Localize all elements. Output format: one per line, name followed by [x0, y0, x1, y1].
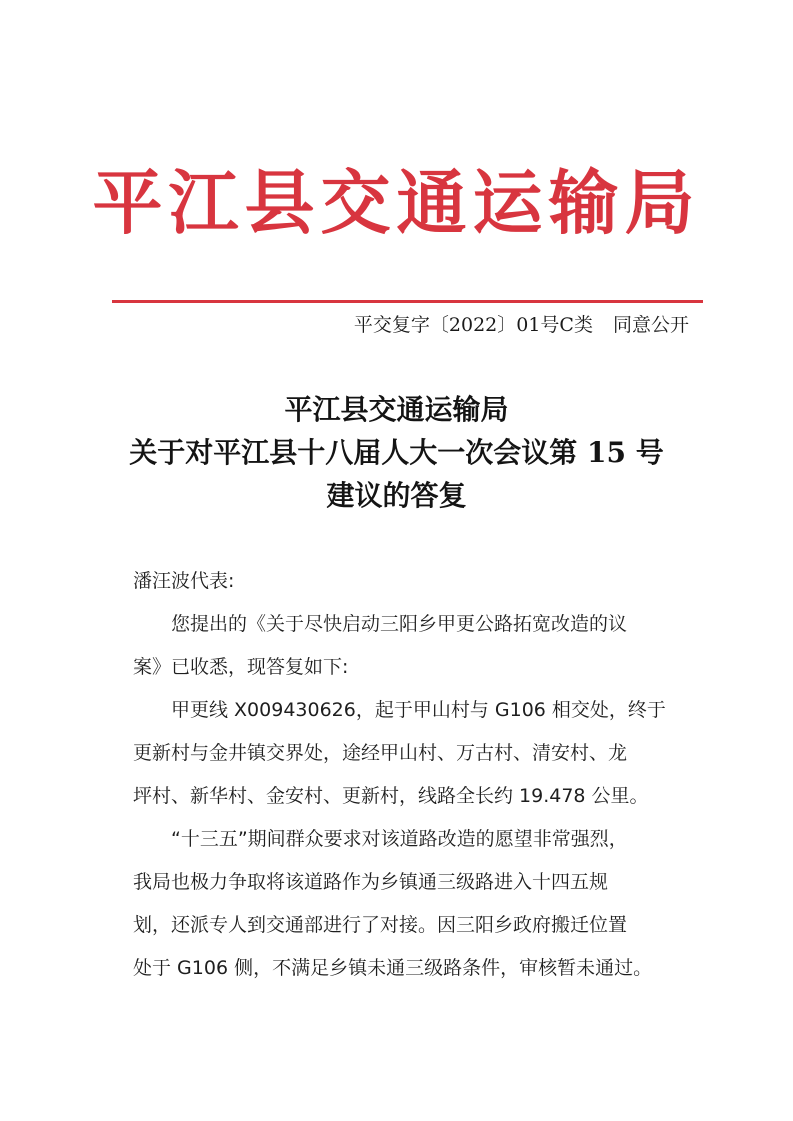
paragraph-line: 案》已收悉，现答复如下: — [133, 656, 349, 678]
paragraph-line: 我局也极力争取将该道路作为乡镇通三级路进入十四五规 — [133, 871, 609, 893]
paragraph-line: “十三五”期间群众要求对该道路改造的愿望非常强烈， — [171, 828, 628, 850]
document-body — [133, 560, 693, 990]
paragraph-line: 更新村与金井镇交界处，途经甲山村、万古村、清安村、龙 — [133, 742, 628, 764]
title-line-3: 建议的答复 — [326, 479, 467, 512]
agency-masthead: 平江县交通运输局 — [92, 161, 701, 244]
title-line-2: 关于对平江县十八届人大一次会议第 15 号 — [129, 436, 664, 469]
paragraph-line: 划，还派专人到交通部进行了对接。因三阳乡政府搬迁位置 — [133, 914, 628, 936]
document-number: 平交复字〔2022〕01号C类 — [353, 314, 593, 336]
paragraph-line: 坪村、新华村、金安村、更新村，线路全长约 19.478 公里。 — [133, 785, 649, 807]
red-divider-line — [112, 300, 703, 303]
paragraph — [133, 818, 693, 990]
title-line-1: 平江县交通运输局 — [284, 393, 509, 426]
paragraph-line: 处于 G106 侧，不满足乡镇未通三级路条件，审核暂未通过。 — [133, 957, 653, 979]
paragraph — [133, 603, 693, 689]
paragraph-line: 您提出的《关于尽快启动三阳乡甲更公路拓宽改造的议 — [171, 613, 628, 635]
document-title — [0, 388, 793, 517]
document-number-line — [354, 310, 689, 340]
paragraph-line: 甲更线 X009430626，起于甲山村与 G106 相交处，终于 — [171, 699, 666, 721]
disclosure-status: 同意公开 — [612, 314, 689, 336]
salutation: 潘汪波代表: — [133, 570, 235, 592]
paragraph — [133, 689, 693, 818]
